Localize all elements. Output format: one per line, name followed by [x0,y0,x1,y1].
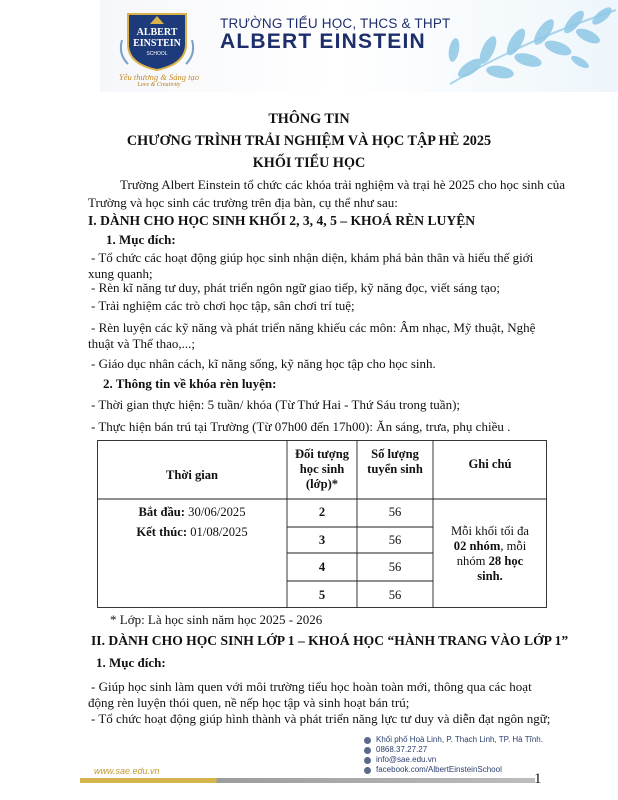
table-header-note: Ghi chú [468,457,512,471]
table-note-cell [433,524,547,584]
table-footnote: * Lớp: Là học sinh năm học 2025 - 2026 [110,612,323,627]
table-note-line-1: Mỗi khối tối đa [450,524,529,538]
crest-motto: Yêu thương & Sáng tạo [118,72,199,82]
section-2-sub-1: 1. Mục đích: [96,655,166,670]
footer-phone: 0868.37.27.27 [376,745,428,754]
crest-text-2: EINSTEIN [133,38,181,49]
crest-motto-en: Love & Creativity [137,82,181,88]
table-grade-cell: 2 [318,505,326,519]
section-1-info-2: - Thực hiện bán trú tại Trường (Từ 07h00 đến 17h00): Ăn sáng, trưa, phụ chiều . [91,419,511,434]
crest-text-3: SCHOOL [146,51,168,57]
section-1-info-1: - Thời gian thực hiện: 5 tuần/ khóa (Từ Thứ Hai - Thứ Sáu trong tuần); [91,397,461,412]
table-header-target-line-2: học sinh [299,462,345,476]
section-1-sub-1: 1. Mục đích: [106,232,176,247]
footer-website: www.sae.edu.vn [94,766,160,776]
school-subtitle: TRƯỜNG TIỂU HỌC, THCS & THPT [220,16,451,31]
table-header-quantity [357,447,433,477]
table-note-line-3-pre: nhóm [456,554,489,568]
footer-facebook: facebook.com/AlbertEinsteinSchool [376,765,502,774]
intro-line-2: Trường và học sinh các trường trên địa bàn, cụ thể như sau: [88,195,398,210]
table-quantity-cell: 56 [388,533,402,547]
section-2-bullet-2: - Tổ chức hoạt động giúp hình thành và phát triển năng lực tư duy và diễn đạt ngôn ngữ; [91,711,551,726]
section-2-bullet-1a: - Giúp học sinh làm quen với môi trường tiểu học hoàn toàn mới, thông qua các hoạt [91,679,532,694]
table-end-date [97,525,287,540]
table-quantity-cell: 56 [388,505,402,519]
school-crest-logo [118,10,196,72]
table-quantity-cell: 56 [388,560,402,574]
section-1-bullet-1a: - Tổ chức các hoạt động giúp học sinh nhận diện, khám phá bản thân và hiểu thế giới [91,250,534,265]
footer-address: Khối phố Hoà Linh, P. Thạch Linh, TP. Hà Tĩnh. [376,735,543,744]
section-1-bullet-1b: xung quanh; [88,266,153,281]
crest-caption [116,72,202,89]
section-1-bullet-3: - Trải nghiệm các trò chơi học tập, sân chơi trí tuệ; [91,298,355,313]
location-icon [364,737,371,744]
table-grade-cell: 4 [318,560,326,574]
table-header-target-line-1: Đối tượng [294,447,350,461]
footer-contact [364,735,543,775]
leaf-branch-decoration [430,2,618,92]
section-1-bullet-2: - Rèn kĩ năng tư duy, phát triển ngôn ngữ giao tiếp, kỹ năng đọc, viết sáng tạo; [91,280,500,295]
title-line-3: KHỐI TIỂU HỌC [252,155,366,171]
section-2-bullet-1b: động rèn luyện thói quen, nề nếp học tập và sinh hoạt bán trú; [88,695,410,710]
phone-icon [364,747,371,754]
table-note-students: 28 học [488,554,524,568]
section-2-heading: II. DÀNH CHO HỌC SINH LỚP 1 – KHOÁ HỌC “HÀNH TRANG VÀO LỚP 1” [91,633,569,648]
school-name: ALBERT EINSTEIN [220,30,426,53]
table-header-target [287,447,357,492]
table-header-quantity-line-2: tuyển sinh [367,462,423,476]
section-1-bullet-5: - Giáo dục nhân cách, kĩ năng sống, kỹ năng học tập cho học sinh. [91,356,436,371]
section-1-sub-2: 2. Thông tin về khóa rèn luyện: [103,376,277,391]
facebook-icon [364,767,371,774]
table-end-value: 01/08/2025 [187,525,248,539]
table-header-target-line-3: (lớp)* [305,477,339,491]
crest-text-1: ALBERT [136,27,178,38]
email-icon [364,757,371,764]
table-header-time: Thời gian [165,468,219,482]
page-number: 1 [534,771,542,787]
title-line-1: THÔNG TIN [268,111,350,127]
table-start-date [97,505,287,520]
table-start-value: 30/06/2025 [185,505,246,519]
table-note-groups: 02 nhóm [453,539,501,553]
section-1-bullet-4b: thuật và Thể thao,...; [88,336,195,351]
section-1-bullet-4a: - Rèn luyện các kỹ năng và phát triển năng khiếu các môn: Âm nhạc, Mỹ thuật, Nghệ [91,320,536,335]
intro-line-1: Trường Albert Einstein tổ chức các khóa trải nghiệm và trại hè 2025 cho học sinh của [120,177,566,192]
course-table [97,440,547,608]
table-end-label: Kết thúc: [136,525,188,539]
table-quantity-cell: 56 [388,588,402,602]
footer-bar [80,778,535,783]
table-start-label: Bắt đầu: [138,505,185,519]
table-note-line-4: sinh. [477,569,503,583]
table-header-quantity-line-1: Số lượng [371,447,419,461]
table-grade-cell: 3 [318,533,326,547]
section-1-heading: I. DÀNH CHO HỌC SINH KHỐI 2, 3, 4, 5 – KHOÁ RÈN LUYỆN [88,213,476,228]
footer-email: info@sae.edu.vn [376,755,437,764]
table-grade-cell: 5 [318,588,326,602]
title-line-2: CHƯƠNG TRÌNH TRẢI NGHIỆM VÀ HỌC TẬP HÈ 2025 [126,133,492,149]
table-note-line-2-rest: , mỗi [500,539,527,553]
